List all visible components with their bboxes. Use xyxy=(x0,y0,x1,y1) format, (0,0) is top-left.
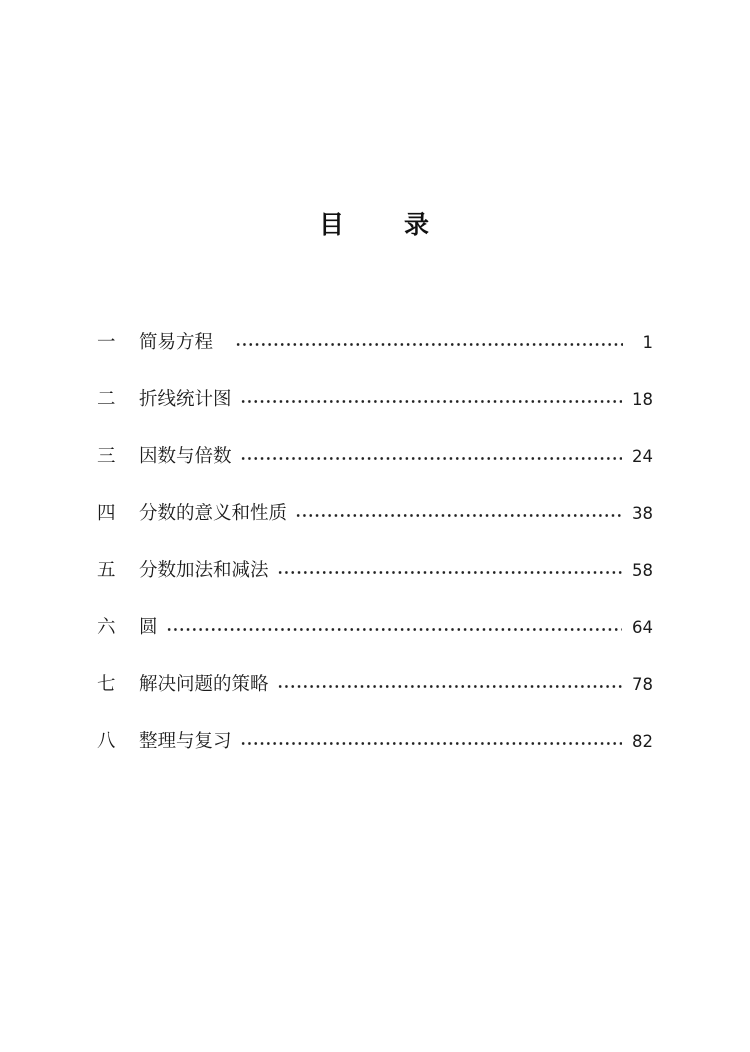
page-number: 64 xyxy=(632,617,653,637)
page-title xyxy=(0,205,750,241)
chapter-title[interactable]: 解决问题的策略 xyxy=(139,673,269,695)
chapter-title[interactable]: 分数加法和减法 xyxy=(139,559,269,581)
chapter-number: 六 xyxy=(97,616,116,638)
chapter-number: 二 xyxy=(97,388,116,410)
dot-leader xyxy=(277,571,622,574)
chapter-title[interactable]: 整理与复习 xyxy=(139,730,232,752)
chapter-number: 八 xyxy=(97,730,116,752)
chapter-number: 五 xyxy=(97,559,116,581)
chapter-title[interactable]: 圆 xyxy=(139,616,158,638)
toc-entry-3[interactable] xyxy=(97,428,653,485)
page-number: 18 xyxy=(632,389,653,409)
toc-entry-4[interactable] xyxy=(97,485,653,542)
chapter-title[interactable]: 简易方程 xyxy=(139,331,214,353)
dot-leader xyxy=(166,628,622,631)
dot-leader xyxy=(240,400,622,403)
toc-entry-1[interactable] xyxy=(97,314,653,371)
chapter-title[interactable]: 分数的意义和性质 xyxy=(139,502,288,524)
chapter-number: 三 xyxy=(97,445,116,467)
toc-entry-5[interactable] xyxy=(97,542,653,599)
page-number: 58 xyxy=(632,560,653,580)
chapter-number: 四 xyxy=(97,502,116,524)
page-number: 82 xyxy=(632,731,653,751)
chapter-number: 七 xyxy=(97,673,116,695)
page-number: 1 xyxy=(642,332,653,352)
chapter-title[interactable]: 折线统计图 xyxy=(139,388,232,410)
chapter-number: 一 xyxy=(97,331,116,353)
dot-leader xyxy=(240,457,622,460)
dot-leader xyxy=(240,742,622,745)
toc-entry-2[interactable] xyxy=(97,371,653,428)
toc-entry-7[interactable] xyxy=(97,656,653,713)
dot-leader xyxy=(235,343,623,346)
toc-entry-6[interactable] xyxy=(97,599,653,656)
page-number: 78 xyxy=(632,674,653,694)
chapter-title[interactable]: 因数与倍数 xyxy=(139,445,232,467)
title-char-1: 目 xyxy=(318,210,346,239)
toc-entry-8[interactable] xyxy=(97,713,653,770)
table-of-contents xyxy=(97,314,653,770)
page-number: 24 xyxy=(632,446,653,466)
title-char-2: 录 xyxy=(404,210,432,239)
page-number: 38 xyxy=(632,503,653,523)
dot-leader xyxy=(295,514,622,517)
dot-leader xyxy=(277,685,622,688)
